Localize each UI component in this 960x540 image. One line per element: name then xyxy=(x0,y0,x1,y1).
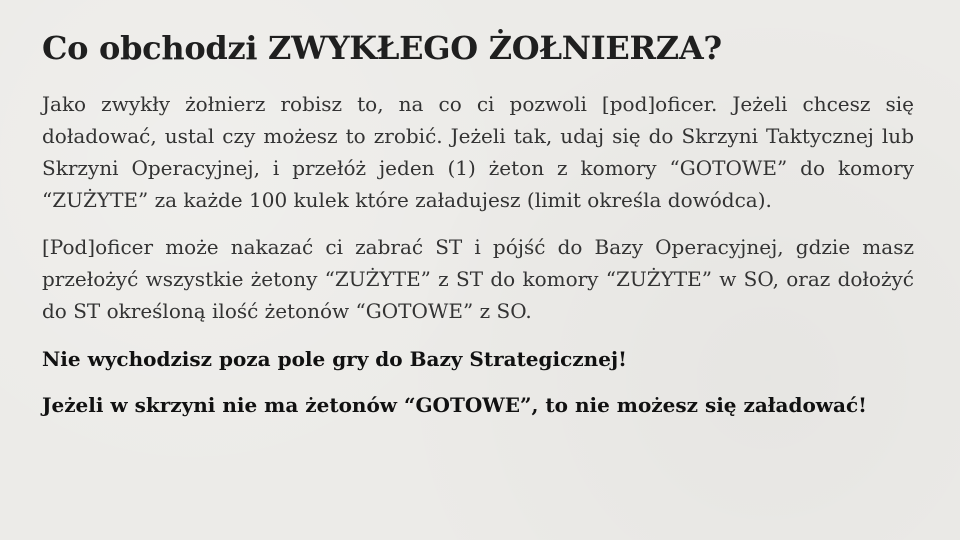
warning-1: Nie wychodzisz poza pole gry do Bazy Strategicznej! xyxy=(42,347,627,371)
warning-2: Jeżeli w skrzyni nie ma żetonów “GOTOWE”, to nie możesz się załadować! xyxy=(42,393,867,417)
slide-content xyxy=(42,88,914,420)
slide-title: Co obchodzi ZWYKŁEGO ŻOŁNIERZA? xyxy=(42,29,722,67)
paragraph-2: [Pod]oficer może nakazać ci zabrać ST i pójść do Bazy Operacyjnej, gdzie masz przełożyć wszystkie żetony “ZUŻYTE” z ST do komory “ZUŻYTE” w SO, oraz dołożyć do ST określoną ilość żetonów “GOTOWE” z SO. xyxy=(42,235,914,323)
paragraph-1: Jako zwykły żołnierz robisz to, na co ci pozwoli [pod]oficer. Jeżeli chcesz się doładować, ustal czy możesz to zrobić. Jeżeli tak, udaj się do Skrzyni Taktycznej lub Skrzyni Operacyjnej, i przełóż jeden (1) żeton z komory “GOTOWE” do komory “ZUŻYTE” za każde 100 kulek które załadujesz (limit określa dowódca). xyxy=(42,92,914,212)
